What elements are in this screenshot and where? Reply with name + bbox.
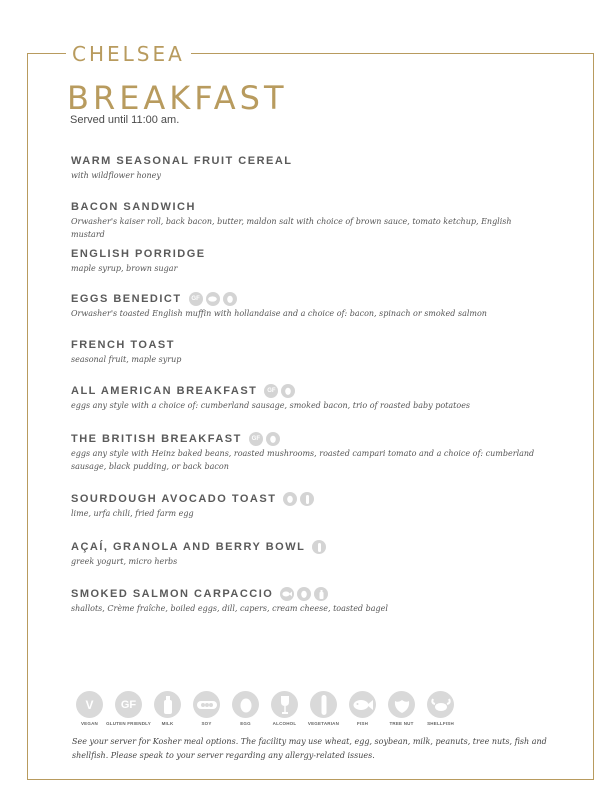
menu-title: BREAKFAST xyxy=(67,79,288,117)
egg-icon xyxy=(223,292,237,306)
menu-item xyxy=(71,432,541,473)
egg-icon xyxy=(232,691,259,718)
service-hours: Served until 11:00 am. xyxy=(70,114,180,126)
gluten-friendly-icon: GF xyxy=(115,691,142,718)
item-name: ENGLISH PORRIDGE xyxy=(71,248,206,260)
item-description: lime, urfa chili, fried farm egg xyxy=(71,509,194,518)
item-description: maple syrup, brown sugar xyxy=(71,264,178,273)
item-name: ALL AMERICAN BREAKFAST xyxy=(71,385,258,397)
legend-label: TREE NUT xyxy=(389,721,414,726)
fish-icon xyxy=(349,691,376,718)
tree-nut-icon xyxy=(388,691,415,718)
menu-item xyxy=(71,384,541,412)
menu-item xyxy=(71,247,541,275)
vegetarian-icon xyxy=(300,492,314,506)
legend-label: MILK xyxy=(161,721,174,726)
legend-label: EGG xyxy=(240,721,251,726)
legend-vegan xyxy=(70,691,109,726)
egg-icon xyxy=(297,587,311,601)
egg-icon xyxy=(266,432,280,446)
item-name: FRENCH TOAST xyxy=(71,339,175,351)
restaurant-name: CHELSEA xyxy=(66,42,191,66)
vegetarian-icon xyxy=(312,540,326,554)
allergy-disclaimer: See your server for Kosher meal options. The facility may use wheat, egg, soybean, milk, peanuts, tree nuts, fish and shellfish. Please speak to your server regarding any allergy-related issues. xyxy=(72,737,547,760)
milk-icon xyxy=(154,691,181,718)
legend-shellfish xyxy=(421,691,460,726)
gluten-friendly-icon: GF xyxy=(249,432,263,446)
item-name: SOURDOUGH AVOCADO TOAST xyxy=(71,493,277,505)
legend-fish xyxy=(343,691,382,726)
legend-label: FISH xyxy=(356,721,369,726)
legend-label: SOY xyxy=(201,721,212,726)
legend-soy xyxy=(187,691,226,726)
gluten-friendly-icon: GF xyxy=(189,292,203,306)
menu-item xyxy=(71,540,541,568)
menu-item xyxy=(71,154,541,182)
item-name: AÇAÍ, GRANOLA AND BERRY BOWL xyxy=(71,541,306,553)
legend-milk xyxy=(148,691,187,726)
item-description: Orwasher's kaiser roll, back bacon, butter, maldon salt with choice of brown sauce, tomato ketchup, English mustard xyxy=(71,217,512,239)
shellfish-icon xyxy=(427,691,454,718)
item-name: WARM SEASONAL FRUIT CEREAL xyxy=(71,155,293,167)
allergen-legend xyxy=(70,691,460,726)
item-description: with wildflower honey xyxy=(71,171,161,180)
soy-icon xyxy=(206,292,220,306)
item-name: EGGS BENEDICT xyxy=(71,293,182,305)
legend-vegetarian xyxy=(304,691,343,726)
menu-item xyxy=(71,200,541,241)
egg-icon xyxy=(281,384,295,398)
vegetarian-icon xyxy=(310,691,337,718)
legend-gluten-friendly xyxy=(106,691,151,726)
menu-item xyxy=(71,338,541,366)
legend-alcohol xyxy=(265,691,304,726)
item-name: BACON SANDWICH xyxy=(71,201,196,213)
egg-icon xyxy=(283,492,297,506)
menu-item xyxy=(71,587,541,615)
item-description: shallots, Crème fraîche, boiled eggs, dill, capers, cream cheese, toasted bagel xyxy=(71,604,388,613)
legend-label: VEGETARIAN xyxy=(307,721,340,726)
legend-label: VEGAN xyxy=(80,721,98,726)
item-description: eggs any style with a choice of: cumberland sausage, smoked bacon, trio of roasted baby potatoes xyxy=(71,401,471,410)
legend-label: ALCOHOL xyxy=(272,721,297,726)
item-description: Orwasher's toasted English muffin with hollandaise and a choice of: bacon, spinach or smoked salmon xyxy=(71,309,487,318)
legend-egg xyxy=(226,691,265,726)
milk-icon xyxy=(314,587,328,601)
item-description: seasonal fruit, maple syrup xyxy=(71,355,182,364)
vegan-icon: V xyxy=(76,691,103,718)
menu-item xyxy=(71,292,541,320)
menu-item xyxy=(71,492,541,520)
soy-icon xyxy=(193,691,220,718)
gluten-friendly-icon: GF xyxy=(264,384,278,398)
item-description: eggs any style with Heinz baked beans, roasted mushrooms, roasted campari tomato and a choice of: cumberland sausage, black pudding, or back bacon xyxy=(71,449,535,471)
fish-icon xyxy=(280,587,294,601)
item-name: SMOKED SALMON CARPACCIO xyxy=(71,588,274,600)
legend-label: GLUTEN FRIENDLY xyxy=(106,721,151,726)
item-description: greek yogurt, micro herbs xyxy=(71,557,178,566)
alcohol-icon xyxy=(271,691,298,718)
legend-tree-nut xyxy=(382,691,421,726)
legend-label: SHELLFISH xyxy=(427,721,454,726)
item-name: THE BRITISH BREAKFAST xyxy=(71,433,242,445)
